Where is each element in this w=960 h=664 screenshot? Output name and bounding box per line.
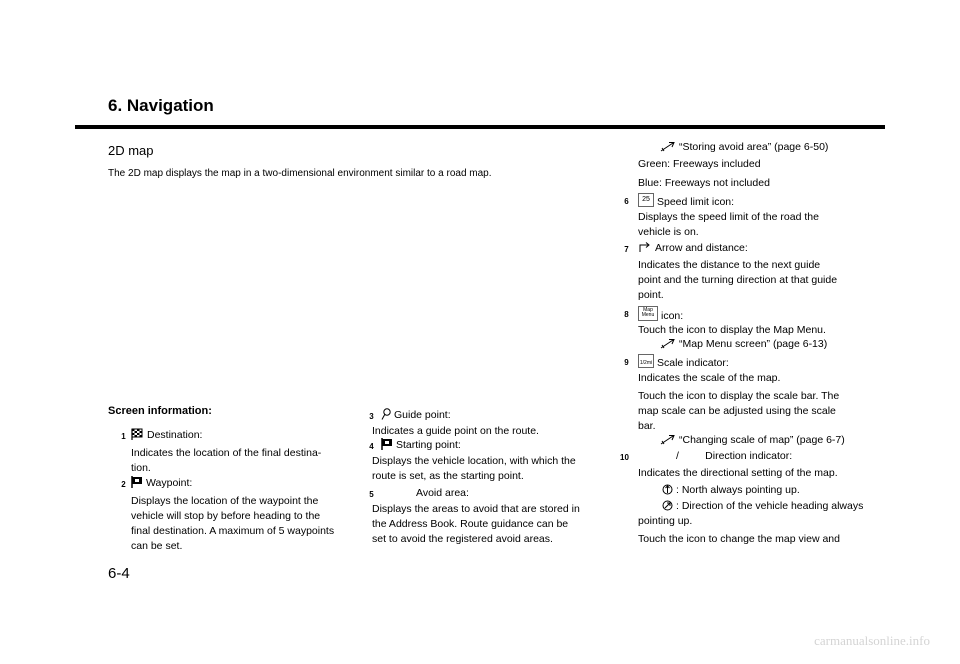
item-10-touch: Touch the icon to change the map view and (638, 533, 840, 545)
item-6-number: 6 (624, 197, 629, 206)
item-6-desc-1: Displays the speed limit of the road the (638, 211, 819, 223)
chapter-title: 6. Navigation (108, 96, 214, 115)
item-2-desc-1: Displays the location of the waypoint the (131, 495, 319, 507)
destination-flag-icon (131, 428, 144, 440)
arrow-distance-icon (638, 241, 652, 253)
reference-arrow-icon (660, 434, 676, 445)
section-title: 2D map (108, 143, 154, 158)
item-1-desc-2: tion. (131, 462, 151, 474)
item-1-number: 1 (121, 432, 126, 441)
screen-info-heading: Screen information: (108, 405, 212, 417)
item-10-desc-1: Indicates the directional setting of the map. (638, 467, 838, 479)
item-9-desc-2: Touch the icon to display the scale bar. The (638, 390, 840, 402)
item-9-desc-4: bar. (638, 420, 656, 432)
intro-text: The 2D map displays the map in a two-dimensional environment similar to a road map. (108, 168, 492, 179)
item-10-number: 10 (620, 453, 629, 462)
item-9-number: 9 (624, 358, 629, 367)
map-menu-icon (638, 306, 658, 321)
item-5-desc-3: set to avoid the registered avoid areas. (372, 533, 553, 545)
item-4-desc-1: Displays the vehicle location, with which the (372, 455, 576, 467)
item-8-reference (660, 337, 827, 353)
item-10-north (662, 483, 800, 499)
item-2-desc-4: can be set. (131, 540, 183, 552)
item-9-label (638, 354, 729, 372)
item-10-heading-1-text: : Direction of the vehicle heading always (676, 500, 864, 512)
north-up-icon (662, 484, 673, 495)
item-8-label-text: icon: (661, 310, 684, 322)
item-9-desc-3: map scale can be adjusted using the scale (638, 405, 836, 417)
map-menu-icon-line-1: Map (643, 307, 653, 313)
item-7-desc-2: point and the turning direction at that guide (638, 274, 838, 286)
header-rule (75, 125, 885, 129)
item-7-number: 7 (624, 245, 629, 254)
item-8-desc-1: Touch the icon to display the Map Menu. (638, 324, 826, 336)
item-8-label (638, 306, 683, 325)
page-number: 6-4 (108, 565, 130, 582)
item-2-desc-3: final destination. A maximum of 5 waypoints (131, 525, 335, 537)
item-2-label-text: Waypoint: (146, 477, 193, 489)
item-6-label (638, 193, 734, 211)
item-10-label: / Direction indicator: (676, 450, 793, 462)
heading-up-icon (662, 500, 673, 511)
reference-arrow-icon (660, 338, 676, 349)
item-4-label (381, 438, 461, 454)
waypoint-flag-icon (131, 476, 143, 488)
item-4-desc-2: route is set, as the starting point. (372, 470, 524, 482)
item-9-label-text: Scale indicator: (657, 357, 729, 369)
item-1-label-text: Destination: (147, 429, 203, 441)
item-6-desc-2: vehicle is on. (638, 226, 699, 238)
item-1-desc-1: Indicates the location of the final destina- (131, 447, 322, 459)
item-5-number: 5 (369, 490, 374, 499)
item-3-label (381, 408, 451, 424)
item-2-number: 2 (121, 480, 126, 489)
item-3-label-text: Guide point: (394, 409, 451, 421)
scale-indicator-icon: 1/2mi (638, 354, 654, 368)
item-7-label-text: Arrow and distance: (655, 242, 748, 254)
item-5-desc-1: Displays the areas to avoid that are stored in (372, 503, 580, 515)
item-5-reference-text: “Storing avoid area” (page 6-50) (679, 141, 829, 153)
watermark: carmanualsonline.info (814, 633, 930, 648)
item-2-desc-2: vehicle will stop by before heading to the (131, 510, 321, 522)
item-6-label-text: Speed limit icon: (657, 196, 735, 208)
guide-point-icon (381, 408, 391, 420)
item-5-blue: Blue: Freeways not included (638, 177, 770, 189)
item-8-number: 8 (624, 310, 629, 319)
item-8-reference-text: “Map Menu screen” (page 6-13) (679, 338, 828, 350)
item-7-desc-1: Indicates the distance to the next guide (638, 259, 821, 271)
item-4-label-text: Starting point: (396, 439, 461, 451)
item-10-heading-2: pointing up. (638, 515, 693, 527)
item-9-reference-text: “Changing scale of map” (page 6-7) (679, 434, 845, 446)
item-5-reference (660, 140, 828, 156)
item-10-north-text: : North always pointing up. (676, 484, 800, 496)
speed-limit-icon: 25 (638, 193, 654, 207)
item-3-number: 3 (369, 412, 374, 421)
starting-point-flag-icon (381, 438, 393, 450)
map-menu-icon-line-2: Menu (641, 312, 655, 318)
item-9-desc-1: Indicates the scale of the map. (638, 372, 781, 384)
item-5-desc-2: the Address Book. Route guidance can be (372, 518, 569, 530)
reference-arrow-icon (660, 141, 676, 152)
item-2-label (131, 476, 192, 492)
item-7-desc-3: point. (638, 289, 664, 301)
item-9-reference (660, 433, 845, 449)
item-1-label (131, 428, 202, 444)
item-10-heading-1 (662, 499, 863, 515)
item-5-label: Avoid area: (416, 487, 469, 499)
item-5-green: Green: Freeways included (638, 158, 761, 170)
item-3-desc-1: Indicates a guide point on the route. (372, 425, 539, 437)
item-7-label (638, 241, 748, 257)
item-4-number: 4 (369, 442, 374, 451)
